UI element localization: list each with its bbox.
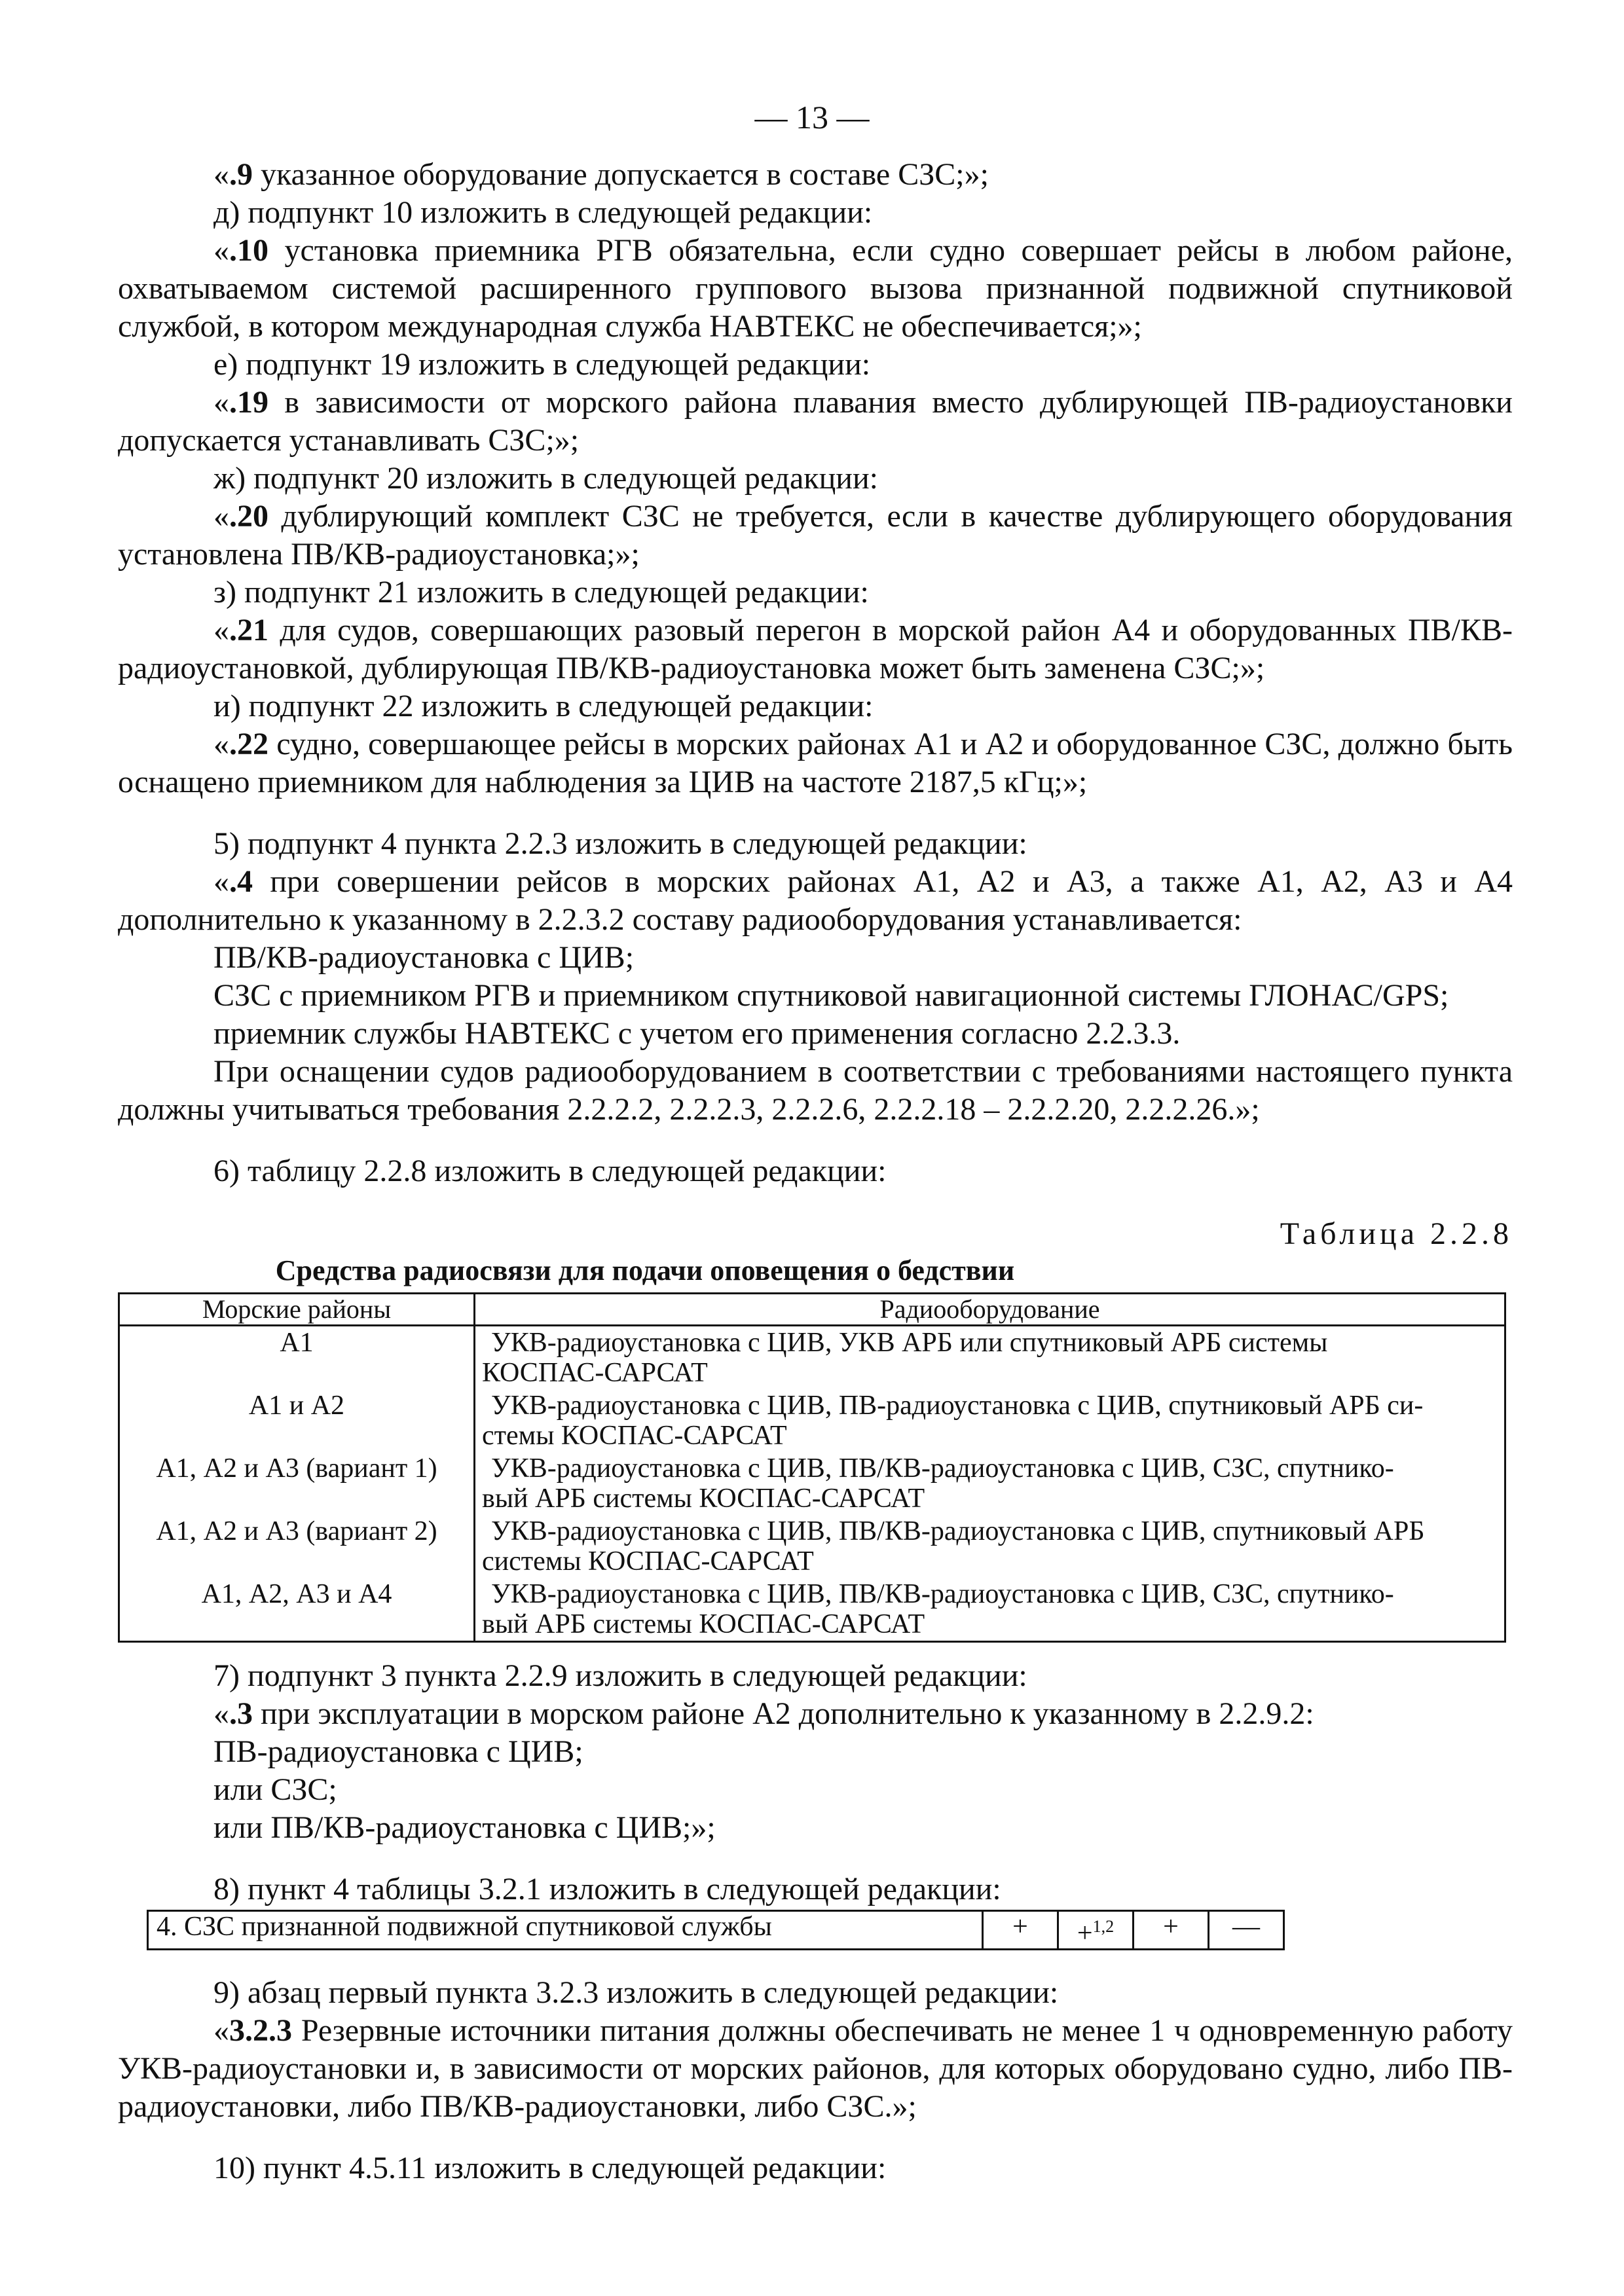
paragraph-item-10: «.10 установка приемника РГВ обязательна, если судно совершает рейсы в любом районе, охватываемом системой расширенного группового вызова признанной подвижной спутниковой службой, в котором международная служба НАВТЕКС не обеспечивается;»; bbox=[118, 233, 1513, 344]
row-label-cell: 4. СЗС признанной подвижной спутниковой службы bbox=[149, 1912, 984, 1948]
section-6-intro: 6) таблицу 2.2.8 изложить в следующей редакции: bbox=[213, 1154, 887, 1188]
equipment-cell bbox=[475, 1452, 1505, 1515]
document-body bbox=[118, 156, 1513, 2187]
zone-cell: А1 и А2 bbox=[119, 1389, 475, 1452]
equipment-line: системы КОСПАС-САРСАТ bbox=[482, 1546, 814, 1576]
paragraph-item-21: «.21 для судов, совершающих разовый перегон в морской район А4 и оборудованных ПВ/КВ-радиоустановкой, дублирующая ПВ/КВ-радиоустановка может быть заменена СЗС;»; bbox=[118, 613, 1513, 685]
equipment-line: УКВ-радиоустановка с ЦИВ, ПВ/КВ-радиоустановка с ЦИВ, СЗС, спутнико- bbox=[491, 1579, 1394, 1609]
section-7-line-2: или СЗС; bbox=[213, 1772, 337, 1807]
section-7-item-3: «.3 при эксплуатации в морском районе А2 дополнительно к указанному в 2.2.9.2: bbox=[213, 1696, 1314, 1731]
equipment-cell bbox=[475, 1326, 1505, 1390]
section-5-item-4: «.4 при совершении рейсов в морских районах А1, А2 и А3, а также А1, А2, А3 и А4 дополнительно к указанному в 2.2.3.2 составу радиооборудования устанавливается: bbox=[118, 864, 1513, 937]
paragraph-item-22: «.22 судно, совершающее рейсы в морских районах А1 и А2 и оборудованное СЗС, должно быть оснащено приемником для наблюдения за ЦИВ на частоте 2187,5 кГц;»; bbox=[118, 727, 1513, 799]
equipment-line: вый АРБ системы КОСПАС-САРСАТ bbox=[482, 1609, 925, 1639]
section-5-line-3: приемник службы НАВТЕКС с учетом его применения согласно 2.2.3.3. bbox=[213, 1016, 1181, 1051]
section-9-intro: 9) абзац первый пункта 3.2.3 изложить в следующей редакции: bbox=[213, 1975, 1059, 2010]
section-9-item-3-2-3: «3.2.3 Резервные источники питания должны обеспечивать не менее 1 ч одновременную работу УКВ-радиоустановки и, в зависимости от морских районов, для которых оборудовано судно, либо ПВ-радиоустановки, либо ПВ/КВ-радиоустановки, либо СЗС.»; bbox=[118, 2013, 1513, 2124]
paragraph-i-intro: и) подпункт 22 изложить в следующей редакции: bbox=[213, 689, 874, 723]
column-header-zones: Морские районы bbox=[119, 1294, 475, 1326]
zone-cell: А1, А2, А3 и А4 bbox=[119, 1578, 475, 1642]
zone-cell: А1 bbox=[119, 1326, 475, 1390]
value-cell: + bbox=[1134, 1912, 1209, 1948]
paragraph-zh-intro: ж) подпункт 20 изложить в следующей редакции: bbox=[213, 461, 878, 496]
zone-cell: А1, А2 и А3 (вариант 2) bbox=[119, 1515, 475, 1578]
section-7-line-1: ПВ-радиоустановка с ЦИВ; bbox=[213, 1734, 583, 1769]
value-cell: — bbox=[1232, 1911, 1260, 1942]
equipment-line: вый АРБ системы КОСПАС-САРСАТ bbox=[482, 1484, 925, 1514]
equipment-line: стемы КОСПАС-САРСАТ bbox=[482, 1421, 787, 1451]
section-10-intro: 10) пункт 4.5.11 изложить в следующей редакции: bbox=[213, 2150, 887, 2185]
paragraph-item-20: «.20 дублирующий комплект СЗС не требуется, если в качестве дублирующего оборудования установлена ПВ/КВ-радиоустановка;»; bbox=[118, 499, 1513, 572]
radio-equipment-table bbox=[118, 1292, 1506, 1643]
section-5-intro: 5) подпункт 4 пункта 2.2.3 изложить в следующей редакции: bbox=[213, 826, 1027, 861]
table-row bbox=[119, 1326, 1505, 1390]
equipment-line: УКВ-радиоустановка с ЦИВ, ПВ/КВ-радиоустановка с ЦИВ, спутниковый АРБ bbox=[491, 1516, 1425, 1546]
zone-cell: А1, А2 и А3 (вариант 1) bbox=[119, 1452, 475, 1515]
equipment-cell bbox=[475, 1389, 1505, 1452]
table-row bbox=[119, 1578, 1505, 1642]
column-header-equipment: Радиооборудование bbox=[475, 1294, 1505, 1326]
table-header-row bbox=[119, 1294, 1505, 1326]
equipment-line: УКВ-радиоустановка с ЦИВ, ПВ/КВ-радиоустановка с ЦИВ, СЗС, спутнико- bbox=[491, 1453, 1394, 1484]
footnote-marker: 1,2 bbox=[1092, 1916, 1115, 1936]
table-caption: Таблица 2.2.8 bbox=[1280, 1216, 1513, 1251]
value-cell: + bbox=[984, 1912, 1059, 1948]
section-7-line-3: или ПВ/КВ-радиоустановка с ЦИВ;»; bbox=[213, 1810, 716, 1845]
paragraph-d-intro: д) подпункт 10 изложить в следующей редакции: bbox=[213, 195, 873, 230]
paragraph-e-intro: е) подпункт 19 изложить в следующей редакции: bbox=[213, 347, 871, 382]
value-cell: +$^{1,2}$ bbox=[1059, 1912, 1134, 1948]
equipment-cell bbox=[475, 1578, 1505, 1642]
table-row bbox=[119, 1389, 1505, 1452]
table-row bbox=[119, 1515, 1505, 1578]
paragraph-item-19: «.19 в зависимости от морского района плавания вместо дублирующей ПВ-радиоустановки допускается устанавливать СЗС;»; bbox=[118, 385, 1513, 458]
section-5-line-1: ПВ/КВ-радиоустановка с ЦИВ; bbox=[213, 940, 635, 975]
table-title: Средства радиосвязи для подачи оповещения о бедствии bbox=[275, 1254, 1015, 1286]
table-row bbox=[119, 1452, 1505, 1515]
table-3-2-1-row bbox=[147, 1910, 1285, 1950]
equipment-line: КОСПАС-САРСАТ bbox=[482, 1358, 708, 1388]
paragraph-item-9: «.9 указанное оборудование допускается в составе СЗС;»; bbox=[213, 157, 989, 192]
paragraph-z-intro: з) подпункт 21 изложить в следующей редакции: bbox=[213, 575, 869, 610]
section-7-intro: 7) подпункт 3 пункта 2.2.9 изложить в следующей редакции: bbox=[213, 1658, 1027, 1693]
equipment-line: УКВ-радиоустановка с ЦИВ, ПВ-радиоустановка с ЦИВ, спутниковый АРБ си- bbox=[491, 1391, 1424, 1421]
section-5-requirements: При оснащении судов радиооборудованием в соответствии с требованиями настоящего пункта должны учитываться требования 2.2.2.2, 2.2.2.3, 2.2.2.6, 2.2.2.18 – 2.2.2.20, 2.2.2.26.»; bbox=[118, 1054, 1513, 1127]
equipment-line: УКВ-радиоустановка с ЦИВ, УКВ АРБ или спутниковый АРБ системы bbox=[491, 1328, 1328, 1358]
section-8-intro: 8) пункт 4 таблицы 3.2.1 изложить в следующей редакции: bbox=[213, 1872, 1001, 1906]
page-number: — 13 — bbox=[754, 99, 870, 136]
section-5-line-2: СЗС с приемником РГВ и приемником спутниковой навигационной системы ГЛОНАС/GPS; bbox=[213, 978, 1449, 1013]
equipment-cell bbox=[475, 1515, 1505, 1578]
